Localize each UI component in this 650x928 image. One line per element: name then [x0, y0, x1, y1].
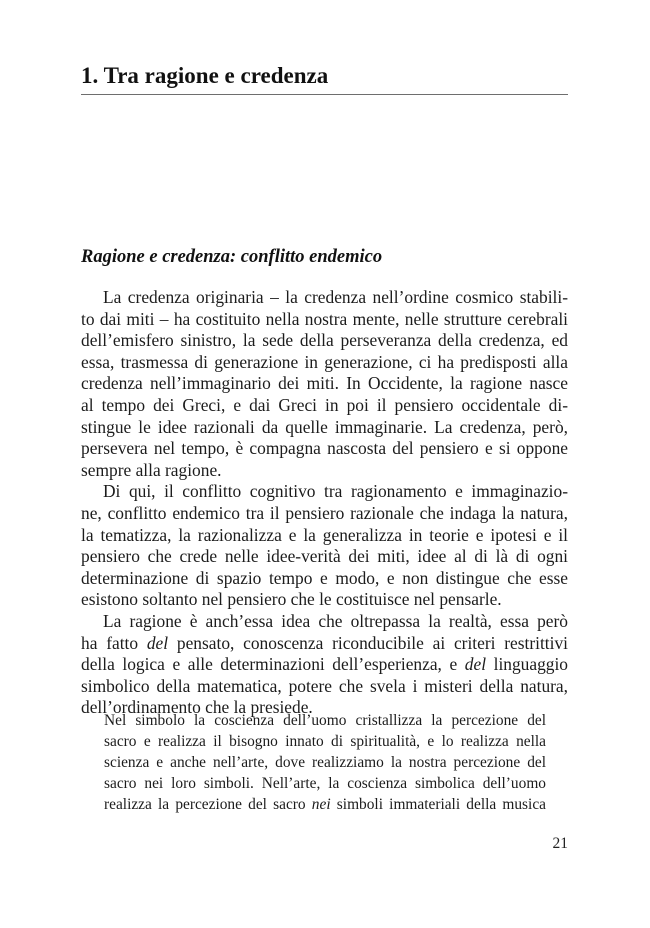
- paragraph-line: simbolico della matematica, potere che svela i misteri della natura,: [81, 675, 568, 696]
- paragraph-line: to dai miti – ha costituito nella nostra mente, nelle strutture cerebrali: [81, 308, 568, 329]
- paragraph-3: [81, 611, 568, 719]
- paragraph-line: al tempo dei Greci, e dai Greci in poi il pensiero occidentale di-: [81, 394, 568, 415]
- paragraph-line: dell’emisfero sinistro, la sede della perseveranza della credenza, ed: [81, 330, 568, 351]
- chapter-title: 1. Tra ragione e credenza: [81, 63, 329, 88]
- emphasis: del: [146, 632, 169, 653]
- section-title: Ragione e credenza: conflitto endemico: [81, 247, 383, 267]
- body-text: [81, 287, 568, 719]
- paragraph-line: essa, trasmessa di generazione in generazione, ci ha predisposti alla: [81, 351, 568, 372]
- paragraph-line: ha fatto del pensato, conoscenza riconducibile ai criteri restrittivi: [81, 632, 568, 653]
- paragraph-line: determinazione di spazio tempo e modo, e non distingue che esse: [81, 567, 568, 588]
- paragraph-1: [81, 287, 568, 481]
- paragraph-2: [81, 481, 568, 611]
- block-quote: [104, 710, 546, 815]
- paragraph-line: dell’ordinamento che la presiede.: [81, 697, 313, 718]
- paragraph-line: ne, conflitto endemico tra il pensiero razionale che indaga la natura,: [81, 502, 568, 523]
- paragraph-line: la tematizza, la razionalizza e la generalizza in teorie e ipotesi e il: [81, 524, 568, 545]
- quote-line: sacro nei loro simboli. Nell’arte, la coscienza simbolica dell’uomo: [104, 775, 546, 792]
- paragraph-line: sempre alla ragione.: [81, 459, 222, 480]
- page-number: 21: [552, 835, 568, 852]
- paragraph-line: Di qui, il conflitto cognitivo tra ragionamento e immaginazio-: [103, 481, 568, 502]
- paragraph-line: persevera nel tempo, è compagna nascosta del pensiero e si oppone: [81, 438, 568, 459]
- emphasis: nei: [311, 796, 331, 813]
- paragraph-line: La ragione è anch’essa idea che oltrepassa la realtà, essa però: [103, 610, 568, 631]
- paragraph-line: credenza nell’immaginario dei miti. In Occidente, la ragione nasce: [81, 373, 568, 394]
- quote-line: Nel simbolo la coscienza dell’uomo cristallizza la percezione del: [104, 712, 546, 729]
- emphasis: del: [464, 654, 487, 675]
- quote-line: realizza la percezione del sacro nei simboli immateriali della musica: [104, 796, 546, 813]
- paragraph-line: esistono soltanto nel pensiero che le costituisce nel pensarle.: [81, 589, 502, 610]
- paragraph-line: stingue le idee razionali da quelle immaginarie. La credenza, però,: [81, 416, 568, 437]
- chapter-divider: [81, 94, 568, 95]
- quote-line: scienza e anche nell’arte, dove realizziamo la nostra percezione del: [104, 754, 546, 771]
- paragraph-line: della logica e alle determinazioni dell’esperienza, e del linguaggio: [81, 654, 568, 675]
- quote-line: sacro e realizza il bisogno innato di spiritualità, e lo realizza nella: [104, 733, 546, 750]
- paragraph-line: La credenza originaria – la credenza nell’ordine cosmico stabili-: [103, 287, 568, 307]
- paragraph-line: pensiero che crede nelle idee-verità dei miti, idee al di là di ogni: [81, 546, 568, 567]
